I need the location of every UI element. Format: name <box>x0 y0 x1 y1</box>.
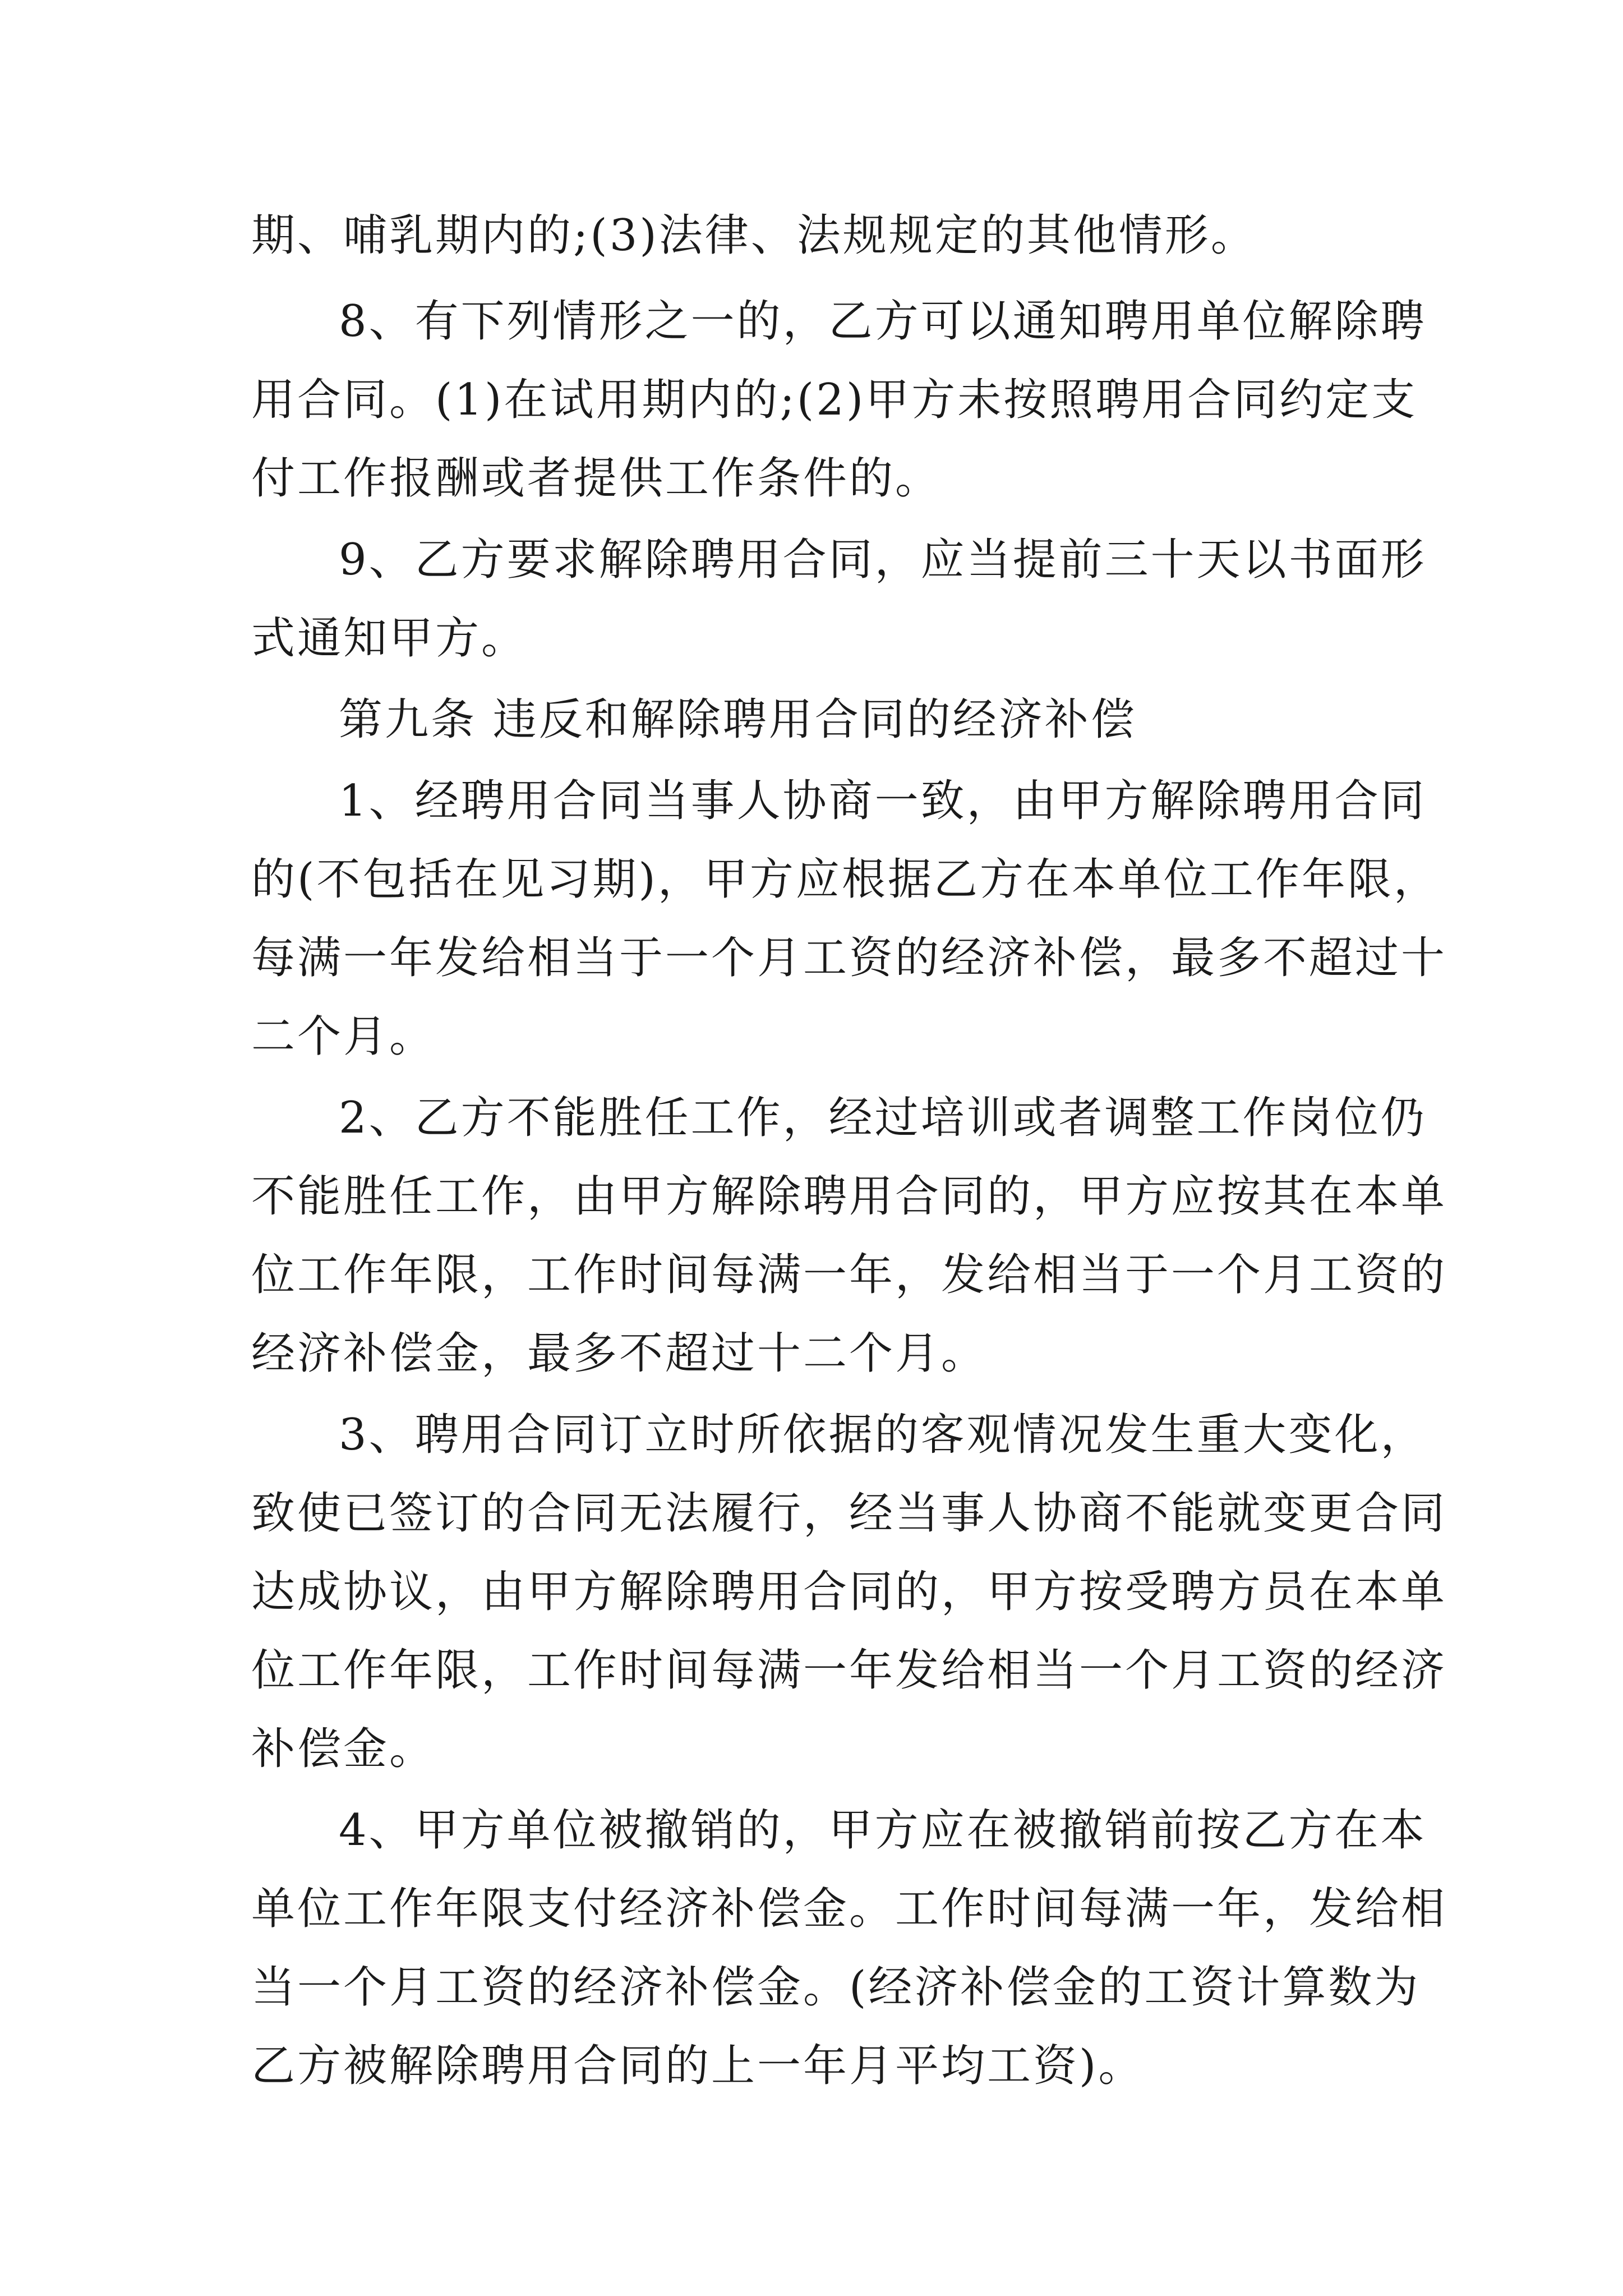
text-line: 致使已签订的合同无法履行，经当事人协商不能就变更合同 <box>251 1488 1447 1539</box>
text-line: 二个月。 <box>251 1011 436 1062</box>
paragraph-2-line: 2、乙方不能胜任工作，经过培训或者调整工作岗位仍 <box>339 1093 1427 1143</box>
text-line: 补偿金。 <box>251 1724 436 1774</box>
text-line: 不能胜任工作，由甲方解除聘用合同的，甲方应按其在本单 <box>251 1171 1447 1222</box>
text-line: 付工作报酬或者提供工作条件的。 <box>251 453 942 504</box>
text-line: 达成协议，由甲方解除聘用合同的，甲方按受聘方员在本单 <box>251 1567 1447 1617</box>
text-line: 经济补偿金，最多不超过十二个月。 <box>251 1328 988 1379</box>
paragraph-4-line: 4、甲方单位被撤销的，甲方应在被撤销前按乙方在本 <box>339 1805 1427 1856</box>
text-line: 当一个月工资的经济补偿金。(经济补偿金的工资计算数为 <box>251 1962 1421 2013</box>
paragraph-8-line: 8、有下列情形之一的，乙方可以通知聘用单位解除聘 <box>339 296 1427 347</box>
text-line: 位工作年限，工作时间每满一年，发给相当于一个月工资的 <box>251 1250 1447 1300</box>
paragraph-9-line: 9、乙方要求解除聘用合同，应当提前三十天以书面形 <box>339 535 1427 585</box>
article-9-heading: 第九条 违反和解除聘用合同的经济补偿 <box>339 694 1137 745</box>
text-line: 每满一年发给相当于一个月工资的经济补偿，最多不超过十 <box>251 933 1447 983</box>
text-line: 用合同。(1)在试用期内的;(2)甲方未按照聘用合同约定支 <box>251 375 1418 425</box>
text-line: 位工作年限，工作时间每满一年发给相当一个月工资的经济 <box>251 1645 1447 1696</box>
text-line: 式通知甲方。 <box>251 613 528 664</box>
text-line: 的(不包括在见习期)，甲方应根据乙方在本单位工作年限， <box>251 854 1440 905</box>
text-line: 期、哺乳期内的;(3)法律、法规规定的其他情形。 <box>251 210 1257 261</box>
text-line: 单位工作年限支付经济补偿金。工作时间每满一年，发给相 <box>251 1884 1447 1934</box>
paragraph-1-line: 1、经聘用合同当事人协商一致，由甲方解除聘用合同 <box>339 776 1427 826</box>
text-line: 乙方被解除聘用合同的上一年月平均工资)。 <box>251 2041 1145 2091</box>
paragraph-3-line: 3、聘用合同订立时所依据的客观情况发生重大变化， <box>339 1410 1427 1460</box>
